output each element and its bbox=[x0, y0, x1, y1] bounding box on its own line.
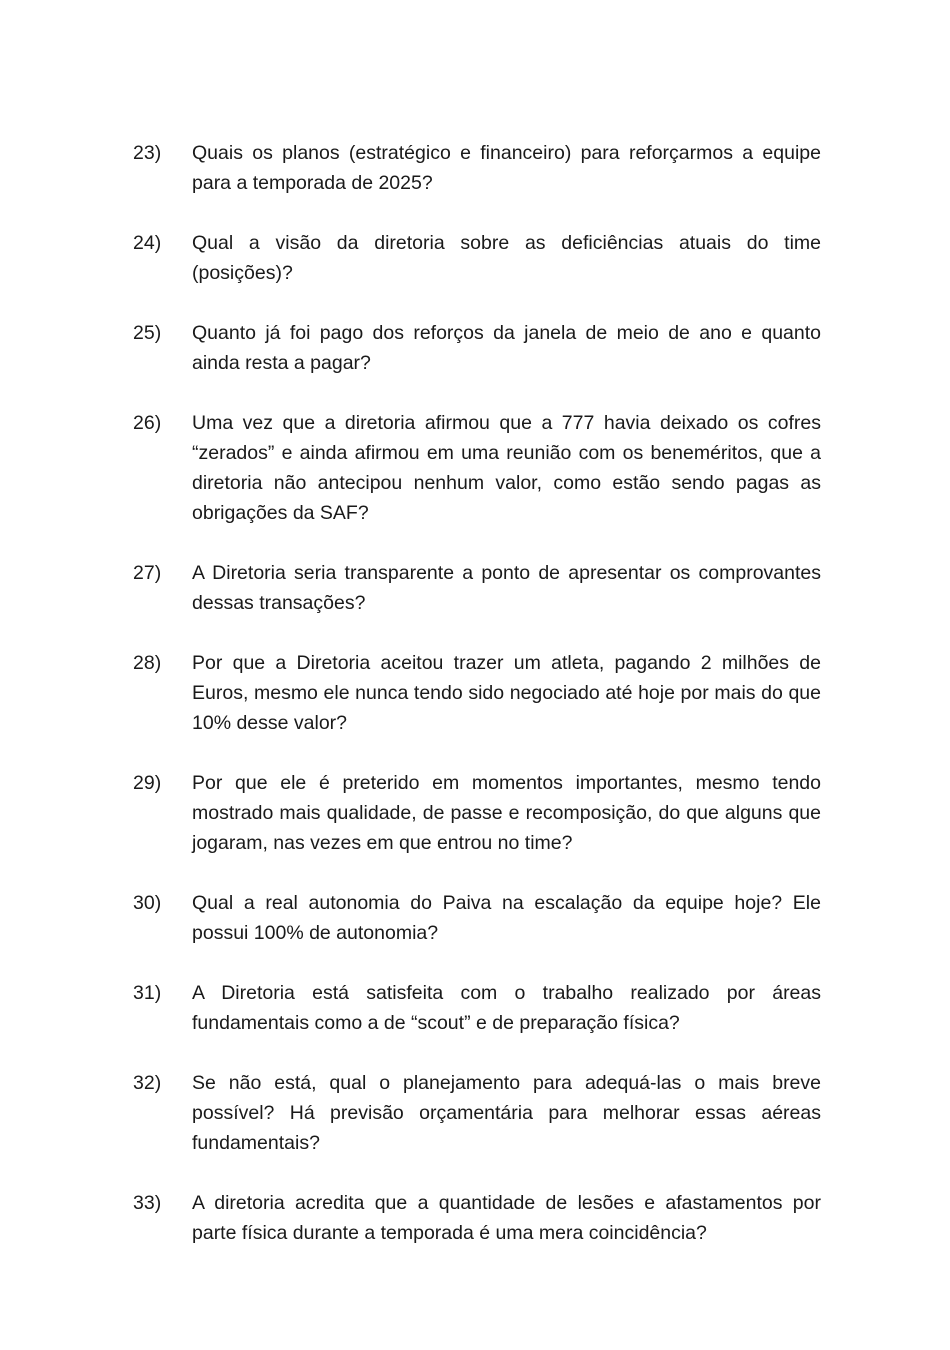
question-text: Quanto já foi pago dos reforços da janela de meio de ano e quanto ainda resta a pagar? bbox=[192, 322, 821, 374]
question-item bbox=[133, 1188, 821, 1248]
question-item bbox=[133, 648, 821, 738]
question-text: Quais os planos (estratégico e financeiro) para reforçarmos a equipe para a temporada de 2025? bbox=[192, 142, 821, 194]
question-item bbox=[133, 888, 821, 948]
question-number: 30) bbox=[133, 892, 162, 914]
question-number: 31) bbox=[133, 982, 162, 1004]
question-item bbox=[133, 1068, 821, 1158]
question-text: Por que a Diretoria aceitou trazer um atleta, pagando 2 milhões de Euros, mesmo ele nunca tendo sido negociado até hoje por mais do que 10% desse valor? bbox=[192, 652, 821, 734]
question-text: Qual a visão da diretoria sobre as deficiências atuais do time (posições)? bbox=[192, 232, 821, 284]
question-text: A diretoria acredita que a quantidade de lesões e afastamentos por parte física durante a temporada é uma mera coincidência? bbox=[192, 1192, 821, 1244]
question-number: 27) bbox=[133, 562, 162, 584]
question-item bbox=[133, 768, 821, 858]
question-number: 23) bbox=[133, 142, 162, 164]
question-number: 33) bbox=[133, 1192, 162, 1214]
question-item bbox=[133, 228, 821, 288]
question-number: 24) bbox=[133, 232, 162, 254]
question-item bbox=[133, 978, 821, 1038]
question-number: 26) bbox=[133, 412, 162, 434]
question-item bbox=[133, 558, 821, 618]
question-item bbox=[133, 318, 821, 378]
question-text: Qual a real autonomia do Paiva na escalação da equipe hoje? Ele possui 100% de autonomia? bbox=[192, 892, 821, 944]
question-number: 29) bbox=[133, 772, 162, 794]
question-text: A Diretoria está satisfeita com o trabalho realizado por áreas fundamentais como a de “scout” e de preparação física? bbox=[192, 982, 821, 1034]
question-list bbox=[133, 138, 821, 1278]
question-text: Uma vez que a diretoria afirmou que a 777 havia deixado os cofres “zerados” e ainda afirmou em uma reunião com os beneméritos, que a diretoria não antecipou nenhum valor, como estão sendo pagas as obrigações da SAF? bbox=[192, 412, 821, 524]
question-item bbox=[133, 408, 821, 528]
question-text: Por que ele é preterido em momentos importantes, mesmo tendo mostrado mais qualidade, de passe e recomposição, do que alguns que jogaram, nas vezes em que entrou no time? bbox=[192, 772, 821, 854]
question-number: 32) bbox=[133, 1072, 162, 1094]
question-item bbox=[133, 138, 821, 198]
question-number: 25) bbox=[133, 322, 162, 344]
question-text: A Diretoria seria transparente a ponto de apresentar os comprovantes dessas transações? bbox=[192, 562, 821, 614]
question-number: 28) bbox=[133, 652, 162, 674]
question-text: Se não está, qual o planejamento para adequá-las o mais breve possível? Há previsão orçamentária para melhorar essas aéreas fundamentais? bbox=[192, 1072, 821, 1154]
